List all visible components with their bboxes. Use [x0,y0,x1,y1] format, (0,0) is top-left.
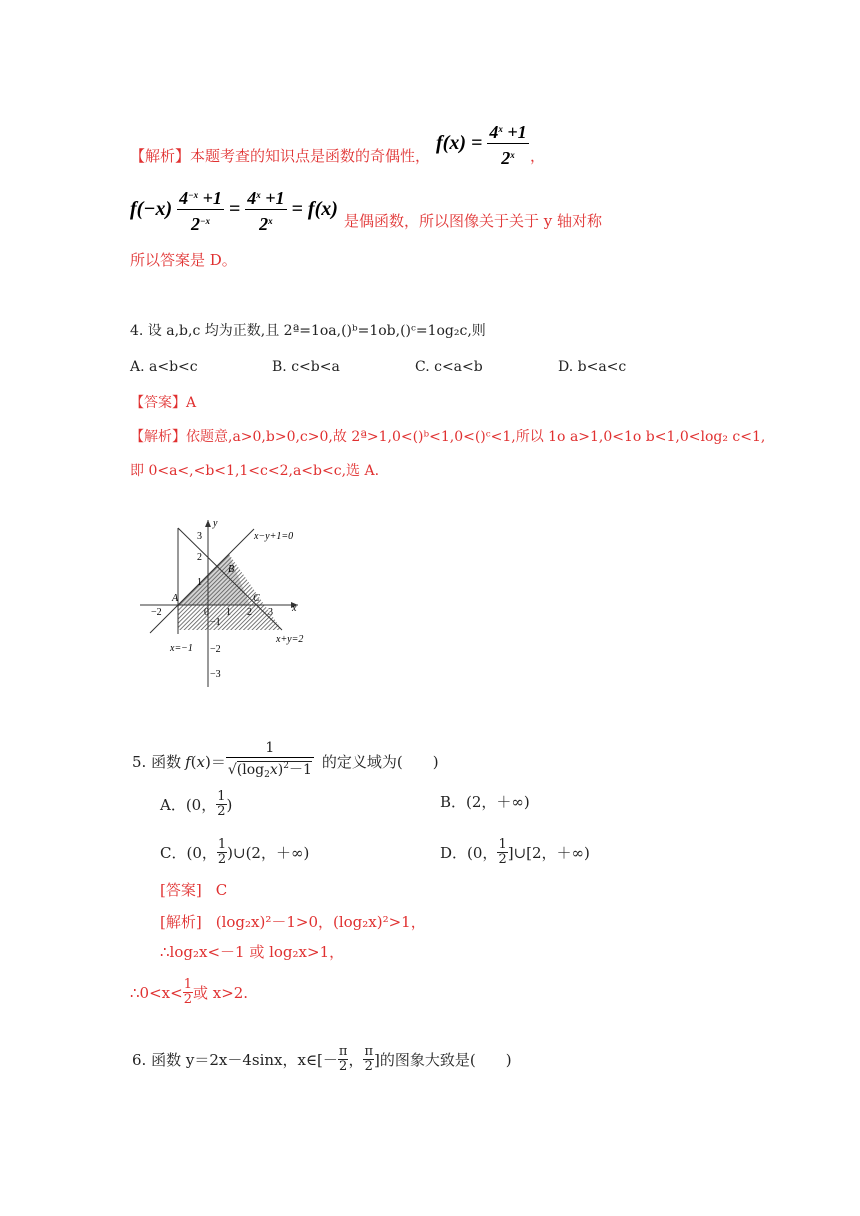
y-tick-3: 3 [197,531,202,542]
line2-label: x+y=2 [276,634,304,645]
q4-option-c: C. c<a<b [415,359,483,375]
q4-stem: 4. 设 a,b,c 均为正数,且 2ª=1oa,()ᵇ=1ob,()ᶜ=1og₂c,则 [130,323,486,339]
q5-answer: [答案] C [160,881,228,899]
x-tick-3: 3 [268,607,273,618]
q5-stem-suffix: 的定义域为( ) [321,753,439,771]
q4-option-a: A. a<b<c [130,359,198,375]
y-axis-arrow [205,520,211,527]
q4-analysis-line1: 【解析】依题意,a>0,b>0,c>0,故 2ª>1,0<()ᵇ<1,0<()ᶜ<1,所以 1o a>1,0<1o b<1,0<log₂ c<1, [130,429,766,445]
q5-stem: 5. 函数 f ( x )＝ $\frac{1}{√(\log_2x)^2-1}$ 的定义域为( ) [132,740,439,784]
origin-label: 0 [204,607,209,618]
q4-option-b: B. c<b<a [272,359,340,375]
x-tick-2: 2 [247,607,252,618]
q3-analysis-line1 [130,146,430,166]
point-a-label: A [172,593,179,604]
q5-option-a: A．(0， 1 2 ) [160,789,233,819]
q4-analysis-line2: 即 0<a<,<b<1,1<c<2,a<b<c,选 A. [130,463,380,479]
q5-option-d: D．(0， 1 2 ]∪[2，＋∞) [440,837,590,867]
even-function-text: 是偶函数，所以图像关于关于 y 轴对称 [344,212,603,230]
feasible-region-graph [136,512,326,690]
formula-fx: f(x) = $\frac{4^x +1}{2^x}$ [436,118,529,169]
q5-option-b: B．(2，＋∞) [440,793,530,811]
x-tick-neg2: −2 [151,607,162,618]
q4-answer: 【答案】A [130,395,197,411]
y-tick-neg2: −2 [210,644,221,655]
q6-stem: 6. 函数 y＝2x－4sinx，x∈[－ π 2 ， π 2 ]的图象大致是( ) [132,1044,512,1074]
x-tick-1: 1 [226,607,231,618]
line3-label: x=−1 [170,643,193,654]
point-c-label: C [253,593,260,604]
q5-option-c: C．(0， 1 2 )∪(2，＋∞) [160,837,310,867]
comma: ， [530,147,546,165]
q5-analysis-line3: ∴0<x< 1 2 或 x>2. [130,977,249,1007]
shaded-region-top [178,554,250,605]
x-axis-label: x [292,603,297,614]
q4-option-d: D. b<a<c [558,359,627,375]
point-b-label: B [228,564,235,575]
conclusion-text: 所以答案是 D。 [130,251,237,269]
q5-analysis-line2: ∴log₂x<－1 或 log₂x>1， [160,943,345,961]
q5-fraction: $\frac{1}{√(\log_2x)^2-1}$ [227,740,312,780]
y-tick-2: 2 [197,552,202,563]
analysis-tag: 【解析】 [130,147,191,165]
y-tick-1: 1 [197,577,202,588]
y-tick-neg3: −3 [210,669,221,680]
q5-stem-prefix: 5. 函数 [132,753,182,771]
q5-analysis-line1: [解析] (log₂x)²－1>0，(log₂x)²>1， [160,913,426,931]
y-axis-label: y [213,518,218,529]
line1-label: x−y+1=0 [254,531,294,542]
analysis-text: 本题考查的知识点是函数的奇偶性， [190,147,431,165]
y-tick-neg1: −1 [210,617,221,628]
formula-f-neg-x: f(−x) $\frac{4^{-x} +1}{2^{-x}}$ = $\frac{4^x +1}{2^x}$ = f(x) [130,184,338,235]
